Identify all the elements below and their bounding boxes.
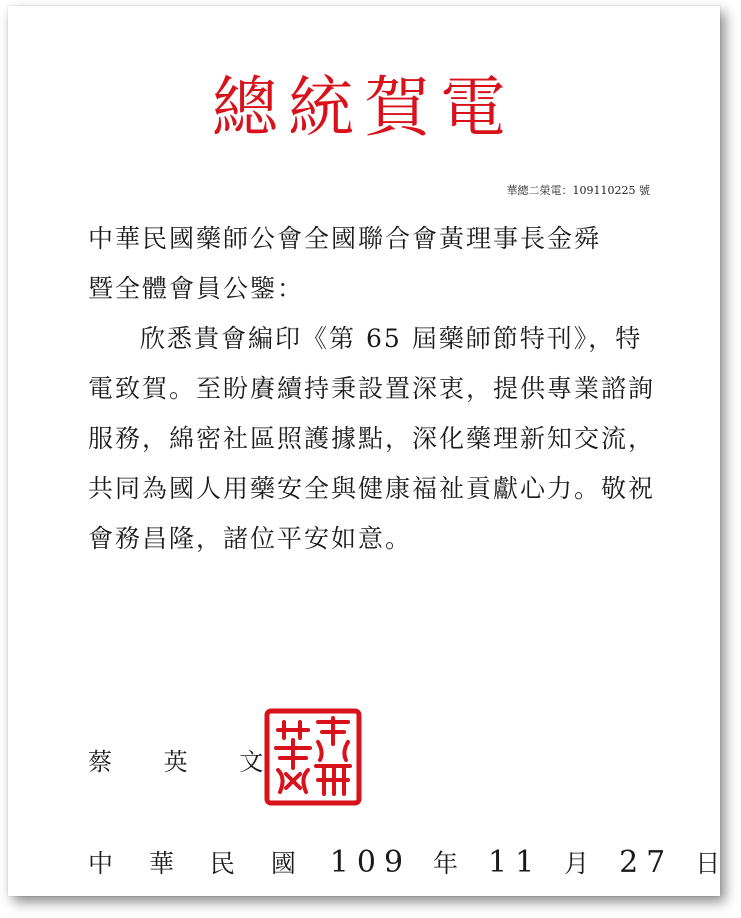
addressee-line-2: 暨全體會員公鑒： <box>88 274 305 303</box>
date-month-unit: 月 <box>564 849 590 878</box>
addressee-line-1: 中華民國藥師公會全國聯合會黃理事長金舜 <box>88 224 602 253</box>
presidential-seal <box>264 708 362 806</box>
date-day: 27 <box>619 845 674 880</box>
document-title: 總統賀電 <box>212 69 516 146</box>
document-date <box>88 844 720 880</box>
reference-number: 華總二榮電：109110225 號 <box>506 184 650 197</box>
date-year: 109 <box>329 845 412 880</box>
date-day-unit: 日 <box>695 849 721 878</box>
telegram-document <box>8 6 720 896</box>
date-era: 中 華 民 國 <box>88 849 310 878</box>
date-month: 11 <box>487 845 543 880</box>
signer-name: 蔡 英 文 <box>88 748 286 776</box>
message-paragraph: 欣悉貴會編印《第 65 屆藥師節特刊》，特電致賀。至盼賡續持秉設置深衷，提供專業諮詢服務，綿密社區照護據點，深化藥理新知交流，共同為國人用藥安全與健康福祉貢獻心力。敬祝會務昌隆，諸位平安如意。 <box>88 324 656 553</box>
date-year-unit: 年 <box>433 849 459 878</box>
letter-body <box>88 214 658 564</box>
